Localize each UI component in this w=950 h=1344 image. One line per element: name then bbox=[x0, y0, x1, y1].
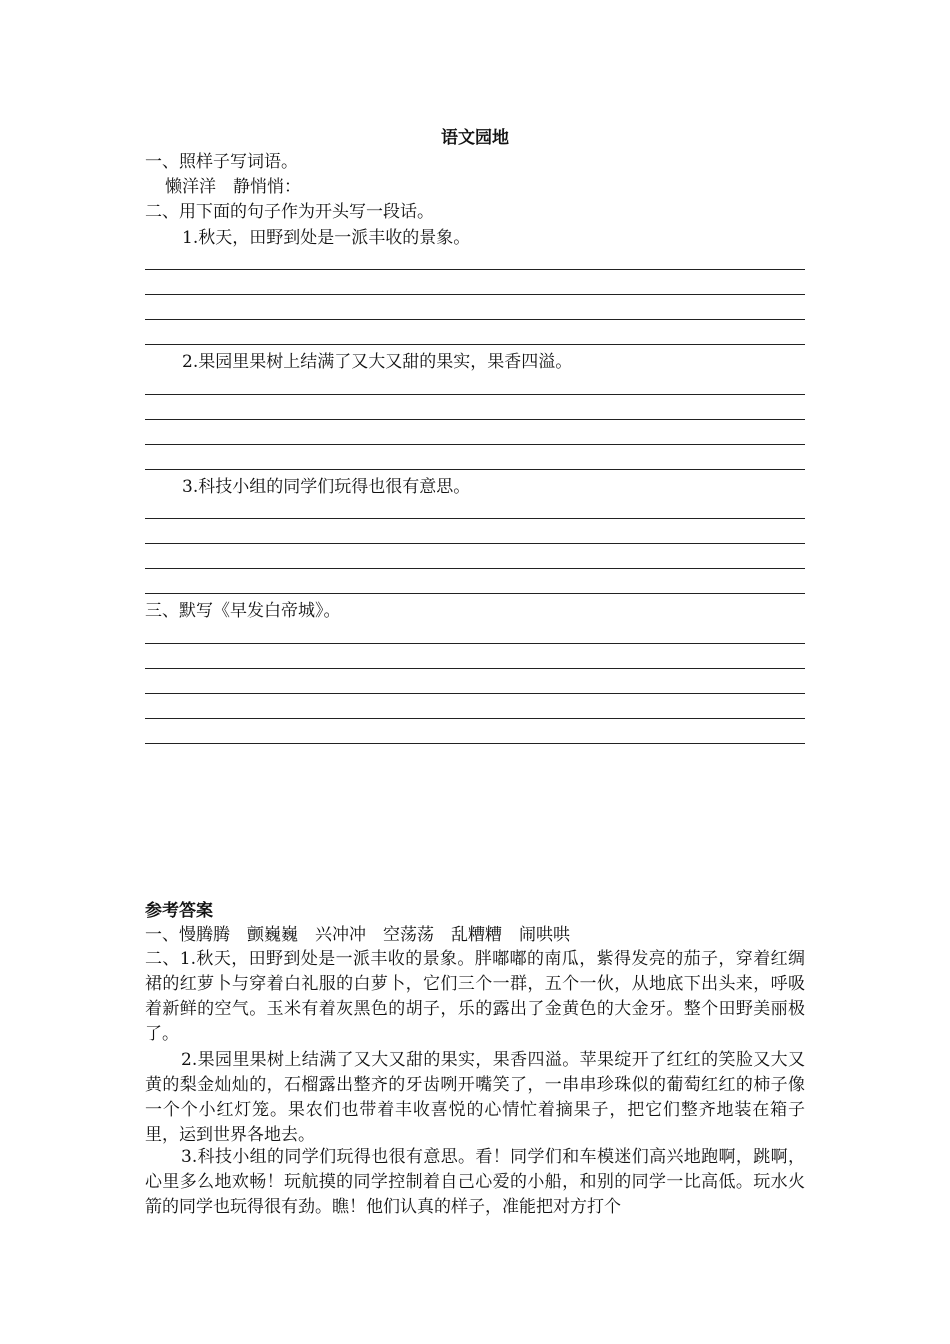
writing-line bbox=[145, 668, 805, 669]
answer-two-1: 二、1.秋天，田野到处是一派丰收的景象。胖嘟嘟的南瓜，紫得发亮的茄子，穿着红绸裙的红萝卜与穿着白礼服的白萝卜，它们三个一群，五个一伙，从地底下出头来，呼吸着新鲜的空气。玉米有着灰黑色的胡子，乐的露出了金黄色的大金牙。整个田野美丽极了。 bbox=[145, 949, 805, 1044]
section2-heading: 二、用下面的句子作为开头写一段话。 bbox=[145, 202, 434, 222]
writing-line bbox=[145, 394, 805, 395]
answers-heading: 参考答案 bbox=[145, 901, 213, 921]
writing-line bbox=[145, 543, 805, 544]
writing-line bbox=[145, 718, 805, 719]
writing-line bbox=[145, 643, 805, 644]
writing-line bbox=[145, 743, 805, 744]
writing-line bbox=[145, 269, 805, 270]
writing-line bbox=[145, 294, 805, 295]
writing-line bbox=[145, 693, 805, 694]
section3-heading: 三、默写《早发白帝城》。 bbox=[145, 601, 341, 621]
section1-examples: 懒洋洋 静悄悄： bbox=[165, 177, 301, 197]
prompt-1: 1.秋天，田野到处是一派丰收的景象。 bbox=[182, 228, 471, 248]
page-title: 语文园地 bbox=[441, 128, 509, 148]
writing-line bbox=[145, 319, 805, 320]
prompt-3: 3.科技小组的同学们玩得也很有意思。 bbox=[182, 477, 471, 497]
section1-heading: 一、照样子写词语。 bbox=[145, 152, 298, 172]
writing-line bbox=[145, 568, 805, 569]
writing-line bbox=[145, 469, 805, 470]
writing-line bbox=[145, 344, 805, 345]
answer-two-3: 3.科技小组的同学们玩得也很有意思。看！同学们和车模迷们高兴地跑啊，跳啊，心里多么地欢畅！玩航摸的同学控制着自己心爱的小船，和别的同学一比高低。玩水火箭的同学也玩得很有劲。瞧！他们认真的样子，准能把对方打个 bbox=[145, 1147, 805, 1217]
answer-two-2: 2.果园里果树上结满了又大又甜的果实，果香四溢。苹果绽开了红红的笑脸又大又黄的梨金灿灿的，石榴露出整齐的牙齿咧开嘴笑了，一串串珍珠似的葡萄红红的柿子像一个个小红灯笼。果农们也带着丰收喜悦的心情忙着摘果子，把它们整齐地装在箱子里，运到世界各地去。 bbox=[145, 1050, 805, 1145]
writing-line bbox=[145, 419, 805, 420]
answer-one: 一、慢腾腾 颤巍巍 兴冲冲 空荡荡 乱糟糟 闹哄哄 bbox=[145, 925, 570, 945]
writing-line bbox=[145, 444, 805, 445]
writing-line bbox=[145, 518, 805, 519]
writing-line bbox=[145, 593, 805, 594]
prompt-2: 2.果园里果树上结满了又大又甜的果实，果香四溢。 bbox=[182, 352, 573, 372]
